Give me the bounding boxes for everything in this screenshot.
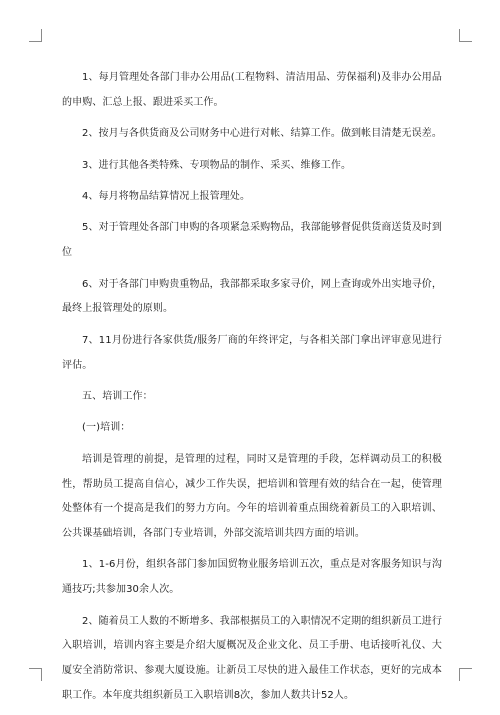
paragraph-purchase-item-1: 1、每月管理处各部门非办公用品(工程物料、清洁用品、劳保福利)及非办公用品的申购、汇总上报、跟进采买工作。: [62, 72, 442, 108]
page-corner-mark-top-left: [29, 29, 42, 42]
paragraph-training-item-1: 1、1-6月份，组织各部门参加国贸物业服务培训五次，重点是对客服务知识与沟通技巧;共参加30余人次。: [62, 559, 442, 596]
section-heading-training: 五、培训工作：: [82, 390, 153, 402]
paragraph-purchase-item-6: 6、对于各部门申购贵重物品，我部都采取多家寻价，网上查询或外出实地寻价，最终上报管理处的原则。: [62, 278, 442, 315]
paragraph-purchase-item-4: 4、每月将物品结算情况上报管理处。: [82, 190, 251, 202]
paragraph-purchase-item-5: 5、对于管理处各部门申购的各项紧急采购物品，我部能够督促供货商送货及时到位: [62, 222, 442, 259]
paragraph-training-item-2: 2、随着员工人数的不断增多、我部根据员工的入职情况不定期的组织新员工进行入职培训，培训内容主要是介绍大厦概况及企业文化、员工手册、电话接听礼仪、大厦安全消防常识、参观大厦设施。让新员工尽快的进入最佳工作状态，更好的完成本职工作。本年度共组织新员工入职培训8次，参加人数共计52人。: [62, 615, 442, 702]
paragraph-purchase-item-2: 2、按月与各供货商及公司财务中心进行对帐、结算工作。做到帐目清楚无误差。: [82, 128, 442, 140]
paragraph-training-intro: 培训是管理的前提，是管理的过程，同时又是管理的手段，怎样调动员工的积极性，帮助员工提高自信心，减少工作失误，把培训和管理有效的结合在一起，使管理处整体有一个提高是我们的努力方向。今年的培训着重点围绕着新员工的入职培训、公共课基础培训，各部门专业培训，外部交流培训共四方面的培训。: [62, 453, 442, 540]
page-corner-mark-top-right: [459, 29, 472, 42]
subsection-heading-training: (一)培训：: [82, 422, 131, 434]
page-corner-mark-bottom-left: [29, 668, 42, 681]
paragraph-purchase-item-7: 7、11月份进行各家供货/服务厂商的年终评定，与各相关部门拿出评审意见进行评估。: [62, 334, 442, 371]
paragraph-purchase-item-3: 3、进行其他各类特殊、专项物品的制作、采买、维修工作。: [82, 159, 352, 171]
document-body: [62, 66, 442, 715]
page-corner-mark-bottom-right: [459, 668, 472, 681]
